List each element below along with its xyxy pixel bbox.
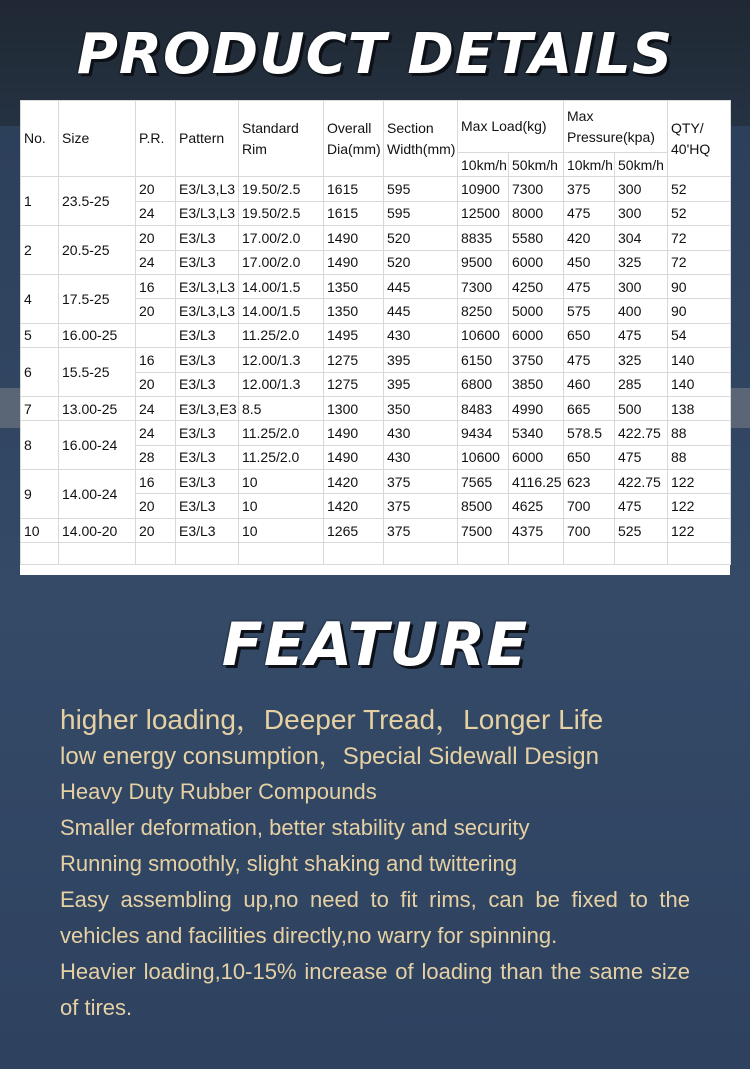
cell-pattern: E3/L3	[176, 445, 239, 469]
table-row	[21, 274, 731, 298]
cell-p10: 420	[564, 226, 615, 250]
cell-pr: 16	[136, 470, 176, 494]
cell-dia: 1275	[324, 372, 384, 396]
col-load-50-header: 50km/h	[509, 153, 564, 177]
col-pressure-10-header: 10km/h	[564, 153, 615, 177]
cell-rim: 11.25/2.0	[239, 445, 324, 469]
empty-cell	[21, 543, 59, 565]
cell-p10: 650	[564, 323, 615, 347]
cell-l50: 5340	[509, 421, 564, 445]
cell-qty: 140	[668, 372, 731, 396]
cell-l50: 4250	[509, 274, 564, 298]
cell-pr: 20	[136, 518, 176, 542]
col-dia-header: Overall Dia(mm)	[324, 101, 384, 177]
cell-no: 9	[21, 470, 59, 519]
cell-pattern: E3/L3	[176, 372, 239, 396]
cell-l50: 4990	[509, 396, 564, 420]
cell-width: 430	[384, 445, 458, 469]
empty-cell	[458, 543, 509, 565]
cell-size: 14.00-24	[59, 470, 136, 519]
col-no-header: No.	[21, 101, 59, 177]
cell-no: 6	[21, 348, 59, 397]
cell-rim: 19.50/2.5	[239, 177, 324, 201]
cell-l50: 5580	[509, 226, 564, 250]
cell-pr: 24	[136, 421, 176, 445]
cell-p10: 623	[564, 470, 615, 494]
cell-no: 8	[21, 421, 59, 470]
table-row	[21, 421, 731, 445]
cell-l50: 6000	[509, 323, 564, 347]
cell-width: 595	[384, 201, 458, 225]
cell-p50: 500	[615, 396, 668, 420]
cell-size: 13.00-25	[59, 396, 136, 420]
cell-width: 445	[384, 299, 458, 323]
cell-p10: 700	[564, 518, 615, 542]
col-load-10-header: 10km/h	[458, 153, 509, 177]
spec-table-panel	[20, 100, 730, 575]
cell-width: 595	[384, 177, 458, 201]
feature-list	[60, 700, 690, 1026]
cell-rim: 10	[239, 470, 324, 494]
cell-qty: 52	[668, 201, 731, 225]
cell-p50: 300	[615, 201, 668, 225]
cell-width: 375	[384, 494, 458, 518]
cell-dia: 1350	[324, 274, 384, 298]
cell-l50: 3750	[509, 348, 564, 372]
cell-p10: 700	[564, 494, 615, 518]
empty-cell	[509, 543, 564, 565]
cell-width: 395	[384, 348, 458, 372]
feature-line-6: Easy assembling up,no need to fit rims, can be fixed to the vehicles and facilities directly,no warry for spinning.	[60, 887, 690, 948]
cell-rim: 11.25/2.0	[239, 323, 324, 347]
cell-p10: 375	[564, 177, 615, 201]
cell-width: 350	[384, 396, 458, 420]
cell-l10: 8250	[458, 299, 509, 323]
cell-dia: 1490	[324, 250, 384, 274]
cell-dia: 1300	[324, 396, 384, 420]
cell-size: 23.5-25	[59, 177, 136, 226]
cell-qty: 140	[668, 348, 731, 372]
empty-cell	[136, 543, 176, 565]
cell-qty: 138	[668, 396, 731, 420]
cell-p10: 475	[564, 201, 615, 225]
cell-width: 375	[384, 470, 458, 494]
cell-p10: 575	[564, 299, 615, 323]
feature-line-4: Smaller deformation, better stability and security	[60, 815, 530, 840]
cell-l10: 8500	[458, 494, 509, 518]
table-row	[21, 470, 731, 494]
cell-l10: 10600	[458, 445, 509, 469]
cell-pr: 20	[136, 299, 176, 323]
cell-pattern: E3/L3,E3	[176, 396, 239, 420]
cell-pattern: E3/L3,L3	[176, 299, 239, 323]
cell-pattern: E3/L3	[176, 323, 239, 347]
cell-qty: 122	[668, 494, 731, 518]
cell-p10: 450	[564, 250, 615, 274]
cell-p10: 460	[564, 372, 615, 396]
col-pattern-header: Pattern	[176, 101, 239, 177]
cell-qty: 72	[668, 226, 731, 250]
feature-line-5: Running smoothly, slight shaking and twittering	[60, 851, 517, 876]
cell-dia: 1420	[324, 494, 384, 518]
cell-rim: 8.5	[239, 396, 324, 420]
cell-rim: 14.00/1.5	[239, 274, 324, 298]
cell-pr: 24	[136, 250, 176, 274]
cell-p50: 525	[615, 518, 668, 542]
cell-qty: 52	[668, 177, 731, 201]
cell-rim: 14.00/1.5	[239, 299, 324, 323]
cell-l50: 6000	[509, 250, 564, 274]
cell-p50: 325	[615, 348, 668, 372]
cell-pr: 28	[136, 445, 176, 469]
empty-cell	[615, 543, 668, 565]
cell-width: 445	[384, 274, 458, 298]
cell-qty: 90	[668, 299, 731, 323]
col-width-header: Section Width(mm)	[384, 101, 458, 177]
cell-pattern: E3/L3	[176, 348, 239, 372]
cell-p10: 578.5	[564, 421, 615, 445]
spec-table-body	[21, 177, 731, 565]
cell-dia: 1350	[324, 299, 384, 323]
cell-p50: 285	[615, 372, 668, 396]
cell-no: 10	[21, 518, 59, 542]
cell-l10: 7500	[458, 518, 509, 542]
cell-dia: 1615	[324, 177, 384, 201]
cell-qty: 90	[668, 274, 731, 298]
empty-cell	[59, 543, 136, 565]
cell-l50: 4625	[509, 494, 564, 518]
empty-cell	[239, 543, 324, 565]
table-row	[21, 323, 731, 347]
empty-cell	[668, 543, 731, 565]
cell-size: 20.5-25	[59, 226, 136, 275]
cell-dia: 1490	[324, 445, 384, 469]
cell-no: 5	[21, 323, 59, 347]
cell-dia: 1615	[324, 201, 384, 225]
table-row	[21, 177, 731, 201]
cell-l10: 8835	[458, 226, 509, 250]
cell-p50: 400	[615, 299, 668, 323]
cell-p10: 650	[564, 445, 615, 469]
cell-dia: 1490	[324, 226, 384, 250]
cell-l50: 6000	[509, 445, 564, 469]
cell-rim: 17.00/2.0	[239, 250, 324, 274]
empty-cell	[324, 543, 384, 565]
cell-dia: 1275	[324, 348, 384, 372]
cell-p10: 665	[564, 396, 615, 420]
cell-l10: 6150	[458, 348, 509, 372]
cell-p50: 325	[615, 250, 668, 274]
cell-pr: 20	[136, 372, 176, 396]
cell-pattern: E3/L3,L3	[176, 201, 239, 225]
cell-width: 520	[384, 250, 458, 274]
cell-pattern: E3/L3	[176, 250, 239, 274]
cell-size: 15.5-25	[59, 348, 136, 397]
cell-l50: 8000	[509, 201, 564, 225]
cell-no: 2	[21, 226, 59, 275]
cell-width: 430	[384, 323, 458, 347]
empty-cell	[564, 543, 615, 565]
cell-rim: 12.00/1.3	[239, 348, 324, 372]
cell-pr: 24	[136, 201, 176, 225]
cell-qty: 54	[668, 323, 731, 347]
cell-rim: 10	[239, 494, 324, 518]
cell-no: 1	[21, 177, 59, 226]
cell-qty: 88	[668, 445, 731, 469]
cell-l10: 7300	[458, 274, 509, 298]
cell-pr	[136, 323, 176, 347]
cell-pr: 24	[136, 396, 176, 420]
cell-pr: 20	[136, 494, 176, 518]
feature-line-7: Heavier loading,10-15% increase of loading than the same size of tires.	[60, 959, 690, 1020]
table-row	[21, 396, 731, 420]
cell-l50: 5000	[509, 299, 564, 323]
cell-p50: 300	[615, 177, 668, 201]
cell-pr: 20	[136, 177, 176, 201]
empty-cell	[384, 543, 458, 565]
cell-dia: 1495	[324, 323, 384, 347]
cell-rim: 10	[239, 518, 324, 542]
product-details-heading: PRODUCT DETAILS	[76, 22, 674, 87]
cell-dia: 1490	[324, 421, 384, 445]
table-row	[21, 348, 731, 372]
cell-p10: 475	[564, 348, 615, 372]
col-size-header: Size	[59, 101, 136, 177]
feature-line-1: higher loading，Deeper Tread，Longer Life	[60, 704, 604, 735]
cell-qty: 122	[668, 470, 731, 494]
col-qty-header: QTY/ 40'HQ	[668, 101, 731, 177]
cell-size: 17.5-25	[59, 274, 136, 323]
cell-l10: 8483	[458, 396, 509, 420]
cell-pr: 16	[136, 348, 176, 372]
cell-p50: 422.75	[615, 470, 668, 494]
feature-line-2: low energy consumption，Special Sidewall Design	[60, 743, 599, 770]
cell-pattern: E3/L3	[176, 494, 239, 518]
cell-width: 430	[384, 421, 458, 445]
cell-pattern: E3/L3,L3	[176, 274, 239, 298]
cell-rim: 12.00/1.3	[239, 372, 324, 396]
cell-l10: 10600	[458, 323, 509, 347]
cell-no: 7	[21, 396, 59, 420]
cell-l10: 12500	[458, 201, 509, 225]
cell-l50: 3850	[509, 372, 564, 396]
cell-l10: 6800	[458, 372, 509, 396]
cell-l50: 4375	[509, 518, 564, 542]
cell-no: 4	[21, 274, 59, 323]
cell-qty: 88	[668, 421, 731, 445]
col-pressure-50-header: 50km/h	[615, 153, 668, 177]
header-row	[21, 101, 731, 153]
cell-l50: 4116.25	[509, 470, 564, 494]
cell-l10: 9434	[458, 421, 509, 445]
spec-table	[20, 100, 731, 565]
cell-p50: 300	[615, 274, 668, 298]
empty-row	[21, 543, 731, 565]
col-pressure-header: Max Pressure(kpa)	[564, 101, 668, 153]
cell-width: 520	[384, 226, 458, 250]
cell-p50: 475	[615, 494, 668, 518]
cell-p50: 304	[615, 226, 668, 250]
cell-width: 395	[384, 372, 458, 396]
cell-dia: 1420	[324, 470, 384, 494]
empty-cell	[176, 543, 239, 565]
feature-heading: FEATURE	[221, 610, 529, 680]
table-row	[21, 226, 731, 250]
cell-width: 375	[384, 518, 458, 542]
cell-size: 14.00-20	[59, 518, 136, 542]
cell-pattern: E3/L3	[176, 226, 239, 250]
cell-l10: 9500	[458, 250, 509, 274]
cell-l50: 7300	[509, 177, 564, 201]
col-load-header: Max Load(kg)	[458, 101, 564, 153]
cell-qty: 72	[668, 250, 731, 274]
cell-pattern: E3/L3	[176, 518, 239, 542]
cell-p10: 475	[564, 274, 615, 298]
col-pr-header: P.R.	[136, 101, 176, 177]
cell-rim: 11.25/2.0	[239, 421, 324, 445]
cell-p50: 475	[615, 323, 668, 347]
cell-l10: 7565	[458, 470, 509, 494]
feature-line-3: Heavy Duty Rubber Compounds	[60, 779, 377, 804]
cell-pr: 20	[136, 226, 176, 250]
cell-pr: 16	[136, 274, 176, 298]
cell-l10: 10900	[458, 177, 509, 201]
table-row	[21, 518, 731, 542]
cell-size: 16.00-25	[59, 323, 136, 347]
col-rim-header: Standard Rim	[239, 101, 324, 177]
cell-rim: 17.00/2.0	[239, 226, 324, 250]
cell-pattern: E3/L3	[176, 470, 239, 494]
cell-p50: 422.75	[615, 421, 668, 445]
cell-rim: 19.50/2.5	[239, 201, 324, 225]
cell-p50: 475	[615, 445, 668, 469]
cell-pattern: E3/L3,L3	[176, 177, 239, 201]
cell-dia: 1265	[324, 518, 384, 542]
cell-qty: 122	[668, 518, 731, 542]
cell-pattern: E3/L3	[176, 421, 239, 445]
cell-size: 16.00-24	[59, 421, 136, 470]
